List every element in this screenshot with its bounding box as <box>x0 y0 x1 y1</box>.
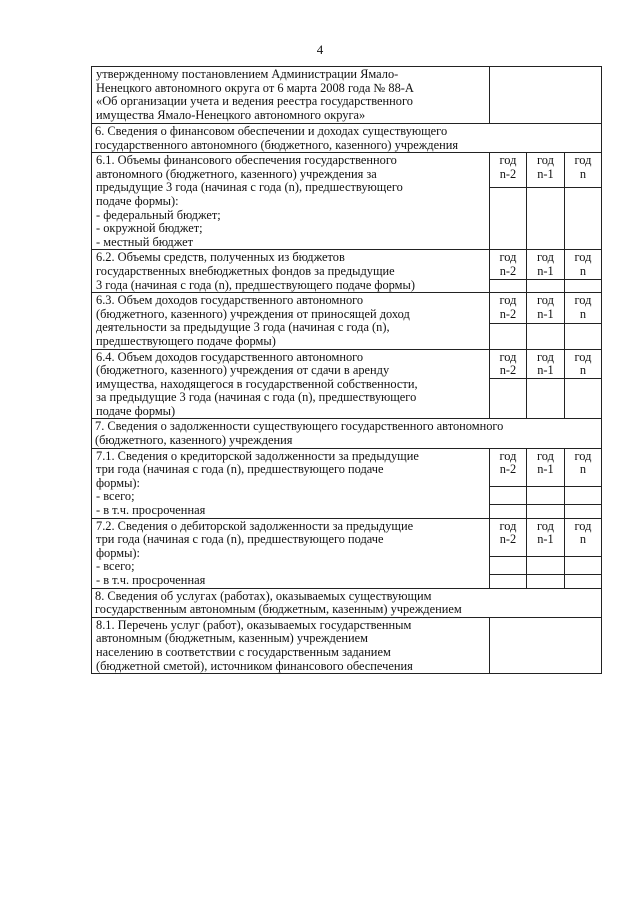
section-text: (бюджетного, казенного) учреждения <box>95 433 293 448</box>
year-n1-header <box>527 518 565 556</box>
section-6-1-row <box>92 153 602 188</box>
year-label: год <box>537 250 554 265</box>
registry-form-table <box>91 66 602 674</box>
section-text: 6.4. Объем доходов государственного автономного <box>96 349 364 364</box>
year-n2-header <box>490 153 527 188</box>
year-label: n-1 <box>537 263 554 278</box>
year-label: n-2 <box>499 462 517 477</box>
year-label: год <box>499 250 517 265</box>
section-text: - в т.ч. просроченная <box>96 503 206 518</box>
header-line: «Об организации учета и ведения реестра государственного <box>96 94 413 109</box>
year-label: n-1 <box>537 532 554 547</box>
value-cell-n[interactable] <box>565 504 602 518</box>
year-n1-header <box>527 349 565 379</box>
year-n-header <box>565 518 602 556</box>
section-6-3-row <box>92 293 602 323</box>
section-text: (бюджетного, казенного) учреждения от сдачи в аренду <box>96 363 390 378</box>
page-number: 4 <box>316 42 324 57</box>
section-text: - федеральный бюджет; <box>96 207 221 222</box>
year-label: n-1 <box>537 462 554 477</box>
section-6-4-text <box>92 349 490 419</box>
year-label: n-1 <box>537 306 554 321</box>
year-label: n-2 <box>499 306 517 321</box>
year-label: год <box>499 293 517 308</box>
section-text: (бюджетной сметой), источником финансового обеспечения <box>96 658 413 673</box>
section-8-1-row <box>92 617 602 673</box>
year-label: n <box>579 532 587 547</box>
year-n2-header <box>490 518 527 556</box>
section-text: предыдущие 3 года (начиная с года (n), предшествующего <box>96 180 403 195</box>
value-cell-n1[interactable] <box>527 323 565 349</box>
section-6-1-text <box>92 153 490 250</box>
section-text: 6. Сведения о финансовом обеспечении и доходах существующего <box>95 124 448 138</box>
value-cell-n1[interactable] <box>527 188 565 250</box>
year-label: n <box>579 166 587 181</box>
value-cell-n1[interactable] <box>527 486 565 504</box>
year-label: год <box>574 448 592 463</box>
section-text: формы): <box>96 475 140 490</box>
section-text: 7.1. Сведения о кредиторской задолженности за предыдущие <box>96 448 419 463</box>
section-6-row <box>92 124 602 153</box>
header-line: имущества Ямало-Ненецкого автономного округа» <box>96 107 366 122</box>
value-cell-n[interactable] <box>565 280 602 293</box>
year-label: n-2 <box>499 263 517 278</box>
year-n-header <box>565 250 602 280</box>
section-text: за предыдущие 3 года (начиная с года (n), предшествующего <box>96 390 417 405</box>
value-cell-n2[interactable] <box>490 188 527 250</box>
year-label: n-2 <box>499 166 517 181</box>
value-cell-n1[interactable] <box>527 504 565 518</box>
section-text: автономного (бюджетного, казенного) учреждения за <box>96 166 377 181</box>
year-label: год <box>574 293 592 308</box>
section-6-2-row <box>92 250 602 280</box>
header-line: утвержденному постановлением Администрации Ямало- <box>96 67 399 81</box>
section-text: 8.1. Перечень услуг (работ), оказываемых государственным <box>96 617 412 632</box>
section-7-1-text <box>92 448 490 518</box>
header-row <box>92 67 602 124</box>
section-text: (бюджетного, казенного) учреждения от приносящей доход <box>96 306 410 321</box>
year-label: год <box>499 153 517 168</box>
year-n2-header <box>490 349 527 379</box>
year-label: n <box>579 306 587 321</box>
section-8-1-text <box>92 617 490 673</box>
value-cell-n2[interactable] <box>490 379 527 419</box>
section-8-row <box>92 588 602 617</box>
value-cell-n[interactable] <box>565 556 602 574</box>
section-text: 6.3. Объем доходов государственного автономного <box>96 293 364 308</box>
value-cell-n[interactable] <box>565 323 602 349</box>
year-n2-header <box>490 448 527 486</box>
value-cell-n1[interactable] <box>527 379 565 419</box>
section-6-2-text <box>92 250 490 293</box>
section-text: населению в соответствии с государственным заданием <box>96 644 391 659</box>
section-text: - местный бюджет <box>96 234 194 249</box>
value-cell-n2[interactable] <box>490 504 527 518</box>
year-n1-header <box>527 448 565 486</box>
year-label: n-1 <box>537 363 554 378</box>
year-n2-header <box>490 250 527 280</box>
value-cell-n2[interactable] <box>490 280 527 293</box>
year-n1-header <box>527 153 565 188</box>
value-cell-n2[interactable] <box>490 323 527 349</box>
section-text: формы): <box>96 545 140 560</box>
section-text: - окружной бюджет; <box>96 221 203 236</box>
year-label: n-2 <box>499 532 517 547</box>
value-cell-n[interactable] <box>565 486 602 504</box>
section-8-heading <box>92 588 602 617</box>
year-n-header <box>565 448 602 486</box>
section-6-heading <box>92 124 602 153</box>
year-n1-header <box>527 250 565 280</box>
year-label: год <box>537 153 554 168</box>
year-n1-header <box>527 293 565 323</box>
value-cell-n[interactable] <box>565 188 602 250</box>
value-cell-n1[interactable] <box>527 574 565 588</box>
value-cell-n2[interactable] <box>490 574 527 588</box>
value-cell-n2[interactable] <box>490 556 527 574</box>
year-label: n-1 <box>537 166 554 181</box>
year-label: год <box>499 349 517 364</box>
section-7-row <box>92 419 602 448</box>
section-text: 8. Сведения об услугах (работах), оказываемых существующим <box>95 588 432 603</box>
section-text: 6.1. Объемы финансового обеспечения государственного <box>96 153 397 168</box>
section-text: имущества, находящегося в государственной собственности, <box>96 376 418 391</box>
value-cell-n1[interactable] <box>527 556 565 574</box>
value-cell-n2[interactable] <box>490 486 527 504</box>
section-text: 3 года (начиная с года (n), предшествующего подаче формы) <box>96 277 415 292</box>
section-text: подаче формы) <box>96 403 176 418</box>
year-n-header <box>565 153 602 188</box>
section-text: государственных внебюджетных фондов за предыдущие <box>96 263 395 278</box>
year-n-header <box>565 349 602 379</box>
section-text: три года (начиная с года (n), предшествующего подаче <box>96 462 384 477</box>
year-label: год <box>537 518 554 533</box>
year-label: год <box>574 349 592 364</box>
year-label: год <box>499 518 517 533</box>
section-text: - всего; <box>96 559 135 574</box>
year-label: год <box>537 448 554 463</box>
section-text: - всего; <box>96 489 135 504</box>
year-label: n <box>579 363 587 378</box>
section-text: подаче формы): <box>96 193 179 208</box>
year-label: год <box>499 448 517 463</box>
value-cell-n[interactable] <box>565 574 602 588</box>
year-label: год <box>574 518 592 533</box>
header-empty-cell <box>490 67 602 124</box>
section-7-heading <box>92 419 602 448</box>
header-line: Ненецкого автономного округа от 6 марта 2008 года № 88-А <box>96 80 414 95</box>
year-label: год <box>537 349 554 364</box>
section-text: три года (начиная с года (n), предшествующего подаче <box>96 532 384 547</box>
year-label: n <box>579 462 587 477</box>
section-6-4-row <box>92 349 602 379</box>
section-7-2-text <box>92 518 490 588</box>
value-cell-n1[interactable] <box>527 280 565 293</box>
section-text: деятельности за предыдущие 3 года (начиная с года (n), <box>96 320 390 335</box>
section-text: - в т.ч. просроченная <box>96 573 206 587</box>
section-6-3-text <box>92 293 490 349</box>
section-text: государственного автономного (бюджетного, казенного) учреждения <box>95 137 459 152</box>
section-text: 7.2. Сведения о дебиторской задолженности за предыдущие <box>96 518 414 533</box>
year-label: год <box>537 293 554 308</box>
year-label: год <box>574 153 592 168</box>
section-text: автономным (бюджетным, казенным) учреждением <box>96 631 368 646</box>
section-text: 7. Сведения о задолженности существующего государственного автономного <box>95 419 504 434</box>
section-8-1-value-cell[interactable] <box>490 617 602 673</box>
year-label: n <box>579 263 587 278</box>
section-text: государственным автономным (бюджетным, казенным) учреждением <box>95 602 462 617</box>
section-text: 6.2. Объемы средств, полученных из бюджетов <box>96 250 345 265</box>
section-text: предшествующего подаче формы) <box>96 333 276 348</box>
year-label: год <box>574 250 592 265</box>
value-cell-n[interactable] <box>565 379 602 419</box>
header-cell <box>92 67 490 124</box>
year-label: n-2 <box>499 363 517 378</box>
section-7-2-row <box>92 518 602 556</box>
year-n2-header <box>490 293 527 323</box>
section-7-1-row <box>92 448 602 486</box>
year-n-header <box>565 293 602 323</box>
